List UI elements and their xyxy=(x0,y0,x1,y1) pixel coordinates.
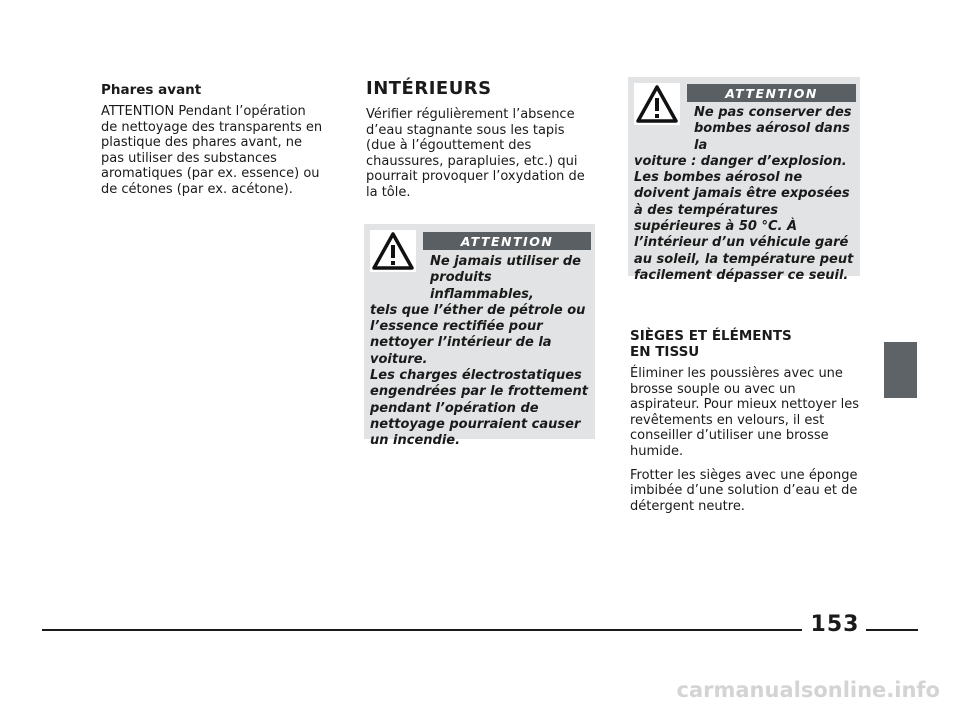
left-column xyxy=(101,82,326,198)
watermark: carmanualsonline.info xyxy=(676,678,940,702)
heading-line-2: EN TISSU xyxy=(630,344,700,360)
page-number: 153 xyxy=(810,612,860,637)
footer-rule-left xyxy=(42,629,802,631)
section-tab-marker xyxy=(884,342,917,398)
warning-box-inflammables xyxy=(364,224,595,449)
warning-lead: Ne jamais utiliser de produits inflammables, xyxy=(430,254,581,302)
warning-rest: tels que l’éther de pétrole ou l’essence rectifiée pour nettoyer l’intérieur de la voiture. xyxy=(370,302,586,367)
section-heading-interieurs: INTÉRIEURS xyxy=(366,78,492,99)
sieges-paragraph-1: Éliminer les poussières avec une brosse souple ou avec un aspirateur. Pour mieux nettoyer les revêtements en velours, il est conseiller d’utiliser une brosse humide. xyxy=(630,366,859,459)
sieges-paragraph-2: Frotter les sièges avec une éponge imbibée d’une solution d’eau et de détergent neutre. xyxy=(630,467,858,514)
right-column xyxy=(630,328,862,514)
warning-rest: voiture : danger d’explosion. Les bombes aérosol ne doivent jamais être exposées à des températures supérieures à 50 °C. À l’intérieur d’un véhicule garé au soleil, la température peut facilement dépasser ce seuil. xyxy=(634,153,854,283)
warning-label-bar: ATTENTION xyxy=(687,84,856,102)
warning-text xyxy=(634,105,858,284)
warning-label-bar: ATTENTION xyxy=(423,232,591,250)
heading-line-1: SIÈGES ET ÉLÉMENTS xyxy=(630,328,792,344)
section-heading-phares: Phares avant xyxy=(101,82,202,98)
interieurs-paragraph: Vérifier régulièrement l’absence d’eau stagnante sous les tapis (due à l’égouttement des chaussures, parapluies, etc.) qui pourrait provoquer l’oxydation de la tôle. xyxy=(366,107,585,200)
warning-text xyxy=(370,254,592,450)
warning-lead: Ne pas conserver des bombes aérosol dans la xyxy=(694,105,852,153)
footer-rule-right xyxy=(866,629,918,631)
phares-paragraph: ATTENTION Pendant l’opération de nettoyage des transparents en plastique des phares avant, ne pas utiliser des substances aromatiques (par ex. essence) ou de cétones (par ex. acétone). xyxy=(101,104,323,197)
warning-second: Les charges électrostatiques engendrées par le frottement pendant l’opération de nettoyage pourraient causer un incendie. xyxy=(370,368,588,449)
section-heading-sieges xyxy=(630,328,862,360)
warning-box-aerosol xyxy=(628,77,860,283)
middle-column xyxy=(366,78,591,201)
